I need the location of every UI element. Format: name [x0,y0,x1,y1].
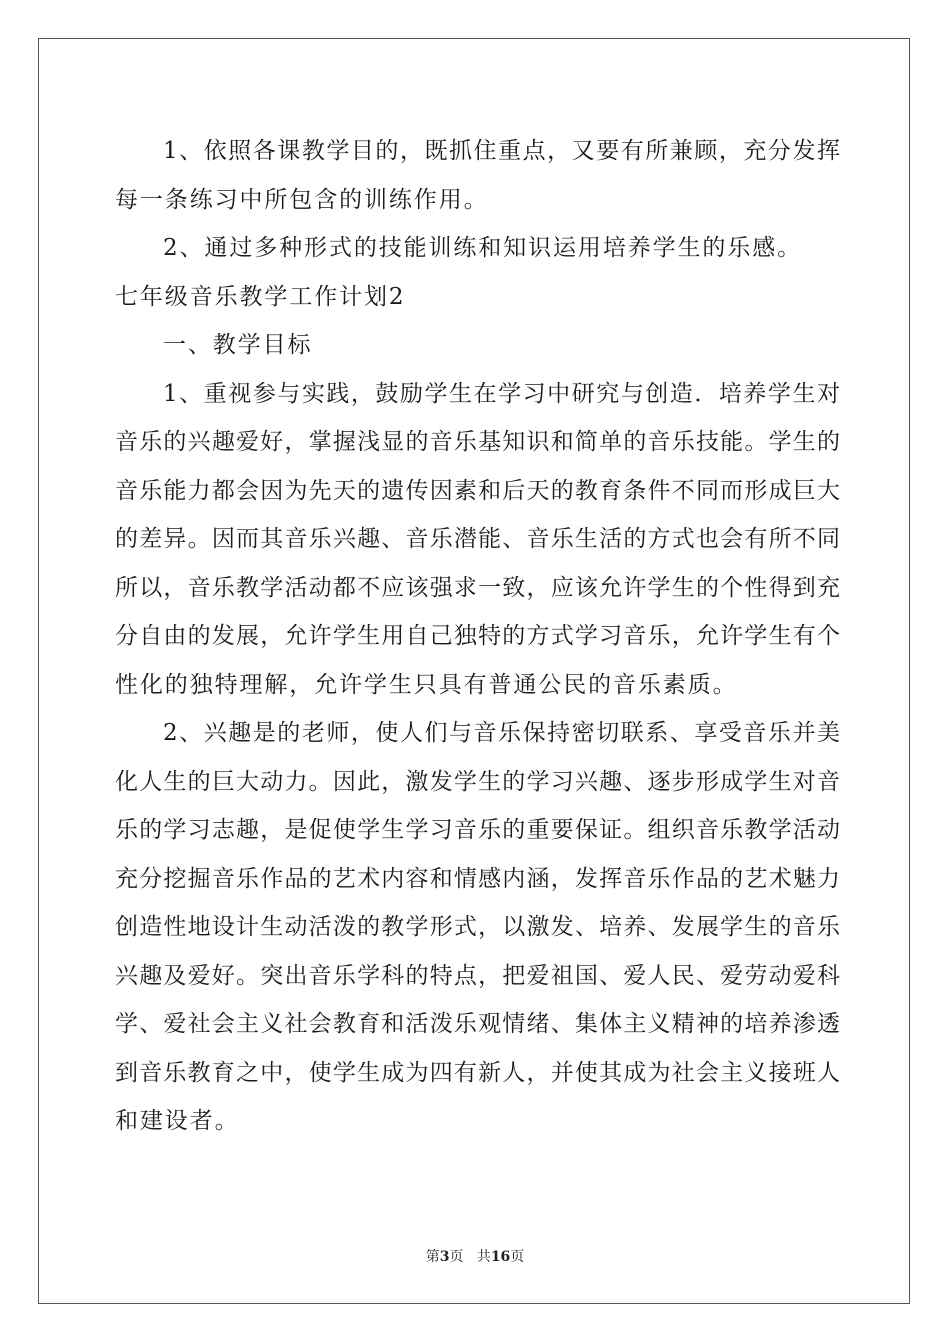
page-footer [0,1246,950,1266]
total-prefix: 共 [476,1249,491,1265]
total-pages: 16 [490,1249,511,1265]
text-line: 音乐的兴趣爱好，掌握浅显的音乐基知识和简单的音乐技能。学生的 [115,429,840,455]
text-line: 和建设者。 [115,1108,240,1134]
text-line: 七年级音乐教学工作计划2 [115,283,406,310]
text-line: 2、通过多种形式的技能训练和知识运用培养学生的乐感。 [163,235,803,261]
text-line: 到音乐教育之中，使学生成为四有新人，并使其成为社会主义接班人 [115,1059,840,1086]
text-line: 的差异。因而其音乐兴趣、音乐潜能、音乐生活的方式也会有所不同 [115,526,840,552]
text-line: 性化的独特理解，允许学生只具有普通公民的音乐素质。 [115,671,738,698]
page-number: 3 [439,1249,450,1265]
text-line: 化人生的巨大动力。因此，激发学生的学习兴趣、逐步形成学生对音 [115,768,840,795]
text-line: 学、爱社会主义社会教育和活泼乐观情绪、集体主义精神的培养渗透 [115,1011,840,1037]
text-line: 音乐能力都会因为先天的遗传因素和后天的教育条件不同而形成巨大 [115,477,840,504]
text-line: 一、教学目标 [163,332,313,358]
page-prefix: 第 [425,1249,440,1265]
page-suffix: 页 [449,1249,464,1265]
text-line: 1、重视参与实践，鼓励学生在学习中研究与创造．培养学生对 [163,380,840,407]
text-line: 兴趣及爱好。突出音乐学科的特点，把爱祖国、爱人民、爱劳动爱科 [115,962,840,989]
text-line: 创造性地设计生动活泼的教学形式，以激发、培养、发展学生的音乐 [115,914,840,940]
text-line: 1、依照各课教学目的，既抓住重点，又要有所兼顾，充分发挥 [163,138,840,164]
document-body [115,127,840,1146]
text-line: 2、兴趣是的老师，使人们与音乐保持密切联系、享受音乐并美 [163,720,840,746]
text-line: 充分挖掘音乐作品的艺术内容和情感内涵，发挥音乐作品的艺术魅力 [115,865,840,892]
text-line: 乐的学习志趣，是促使学生学习音乐的重要保证。组织音乐教学活动 [115,817,840,843]
total-suffix: 页 [510,1249,525,1265]
text-line: 每一条练习中所包含的训练作用。 [115,186,489,213]
text-line: 分自由的发展，允许学生用自己独特的方式学习音乐，允许学生有个 [115,623,840,649]
text-line: 所以，音乐教学活动都不应该强求一致，应该允许学生的个性得到充 [115,574,840,601]
